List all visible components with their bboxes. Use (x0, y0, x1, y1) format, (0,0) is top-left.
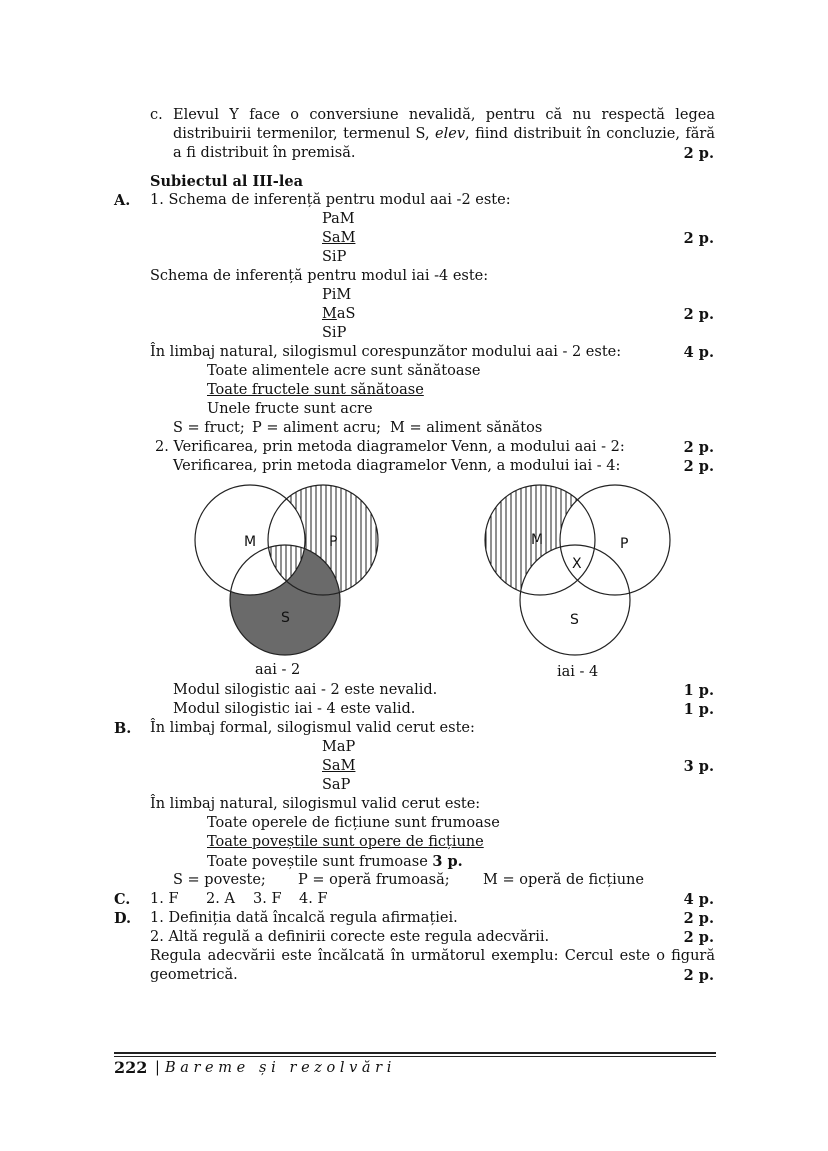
b-legend-p: P = operă frumoasă; (298, 872, 450, 888)
b-legend-s: S = poveste; (173, 872, 266, 888)
a1-title: 1. Schema de inferență pentru modul aai -2 este: (150, 192, 511, 208)
a-legend-m: M = aliment sănătos (390, 420, 543, 436)
footer-page-number: 222 (114, 1058, 148, 1077)
item-c-letter: c. (150, 107, 163, 123)
venn2-mark-x: X (572, 556, 582, 572)
c-answer-3: 3. F (253, 891, 282, 907)
b-formal-points: 3 p. (683, 758, 714, 775)
footer-rule-thin (114, 1056, 716, 1057)
c-points: 4 p. (683, 891, 714, 908)
venn-diagram-iai-4 (480, 480, 680, 660)
a1-line-3: SiP (322, 249, 347, 265)
result-2-points: 1 p. (683, 701, 714, 718)
a-nat-title: În limbaj natural, silogismul corespunzător modului aai - 2 este: (150, 344, 622, 360)
venn-diagram-aai-2 (185, 480, 385, 660)
item-c-text: Elevul Y face o conversiune nevalidă, pentru că nu respectă legea distribuirii termenilor, termenul S, elev, fiind distribuit în concluzie, fără a fi distribuit în premisă. (173, 107, 716, 161)
d-item-1-points: 2 p. (683, 910, 714, 927)
d-item-1: 1. Definiția dată încalcă regula afirmației. (150, 910, 458, 926)
a2-line-3: SiP (322, 325, 347, 341)
a2-line-2: MaS (322, 306, 356, 322)
a1-points: 2 p. (683, 230, 714, 247)
a-nat-line-2: Toate fructele sunt sănătoase (207, 382, 424, 398)
footer-rule-thick (114, 1052, 716, 1054)
c-answer-2: 2. A (206, 891, 235, 907)
venn1-label-p: P (329, 534, 338, 550)
footer-separator: | (155, 1060, 160, 1076)
venn1-label-m: M (244, 534, 257, 550)
section-d-letter: D. (114, 910, 132, 927)
subject-heading: Subiectul al III-lea (150, 173, 303, 190)
a-legend-s: S = fruct; (173, 420, 245, 436)
d-item-3-points: 2 p. (683, 967, 714, 984)
a1-line-2: SaM (322, 230, 356, 246)
venn1-title: 2. Verificarea, prin metoda diagramelor Venn, a modului aai - 2: (155, 439, 625, 455)
venn2-label-m: M (531, 532, 544, 548)
venn1-points: 2 p. (683, 439, 714, 456)
a-legend-p: P = aliment acru; (252, 420, 382, 436)
venn2-points: 2 p. (683, 458, 714, 475)
c-answer-4: 4. F (299, 891, 328, 907)
b-nat-title: În limbaj natural, silogismul valid cerut este: (150, 796, 481, 812)
b-nat-line-2: Toate poveștile sunt opere de ficțiune (207, 834, 484, 850)
venn1-label-s: S (281, 610, 290, 626)
section-c-letter: C. (114, 891, 131, 908)
b-formal-line-3: SaP (322, 777, 351, 793)
venn2-label-s: S (570, 612, 579, 628)
venn2-title: Verificarea, prin metoda diagramelor Venn, a modului iai - 4: (173, 458, 621, 474)
c-answer-1: 1. F (150, 891, 179, 907)
d-item-3: Regula adecvării este încălcată în următorul exemplu: Cercul este o figură geometrică. (150, 948, 715, 983)
b-formal-line-2: SaM (322, 758, 356, 774)
a2-title: Schema de inferență pentru modul iai -4 este: (150, 268, 489, 284)
b-nat-line-3: Toate poveștile sunt frumoase 3 p. (207, 853, 463, 870)
b-formal-line-1: MaP (322, 739, 356, 755)
venn1-caption: aai - 2 (255, 662, 301, 678)
item-c-points: 2 p. (683, 145, 714, 162)
a2-line-1: PiM (322, 287, 352, 303)
d-item-2: 2. Altă regulă a definirii corecte este regula adecvării. (150, 929, 550, 945)
a-nat-line-1: Toate alimentele acre sunt sănătoase (207, 363, 481, 379)
venn2-label-p: P (620, 536, 629, 552)
d-item-2-points: 2 p. (683, 929, 714, 946)
result-2: Modul silogistic iai - 4 este valid. (173, 701, 416, 717)
footer-title: B a r e m e ș i r e z o l v ă r i (165, 1060, 392, 1076)
b-formal-title: În limbaj formal, silogismul valid cerut este: (150, 720, 475, 736)
a-nat-points: 4 p. (683, 344, 714, 361)
result-1: Modul silogistic aai - 2 este nevalid. (173, 682, 438, 698)
result-1-points: 1 p. (683, 682, 714, 699)
section-a-letter: A. (114, 192, 131, 209)
a1-line-1: PaM (322, 211, 355, 227)
a-nat-line-3: Unele fructe sunt acre (207, 401, 373, 417)
b-legend-m: M = operă de ficțiune (483, 872, 644, 888)
venn2-caption: iai - 4 (557, 664, 599, 680)
section-b-letter: B. (114, 720, 132, 737)
a2-points: 2 p. (683, 306, 714, 323)
b-nat-line-1: Toate operele de ficțiune sunt frumoase (207, 815, 500, 831)
